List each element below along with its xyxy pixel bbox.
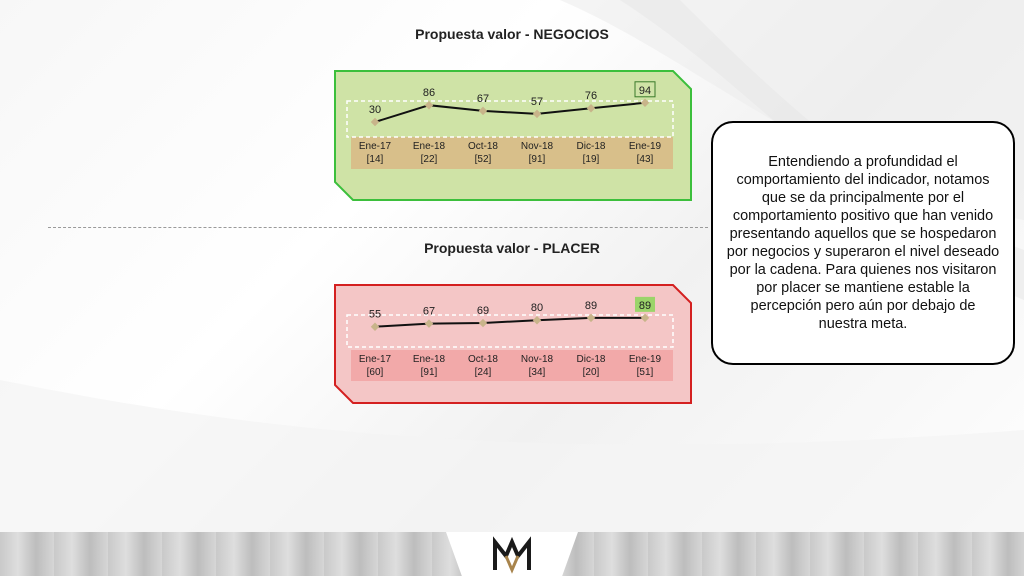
callout-text: Entendiendo a profundidad el comportamiento del indicador, notamos que se da principalmente por el comportamiento positivo que han venido presentando aquellos que se hospedaron por negocios y superaron el nivel deseado por la cadena. Para quienes nos visitaron por placer se mantiene estable la percepción pero aún por debajo de nuestra meta. <box>726 154 1000 332</box>
chart-title-placer: Propuesta valor - PLACER <box>424 240 600 256</box>
analysis-callout <box>711 121 1015 365</box>
category-label: Oct-18 <box>467 141 499 152</box>
category-label: Dic-18 <box>576 354 606 365</box>
data-label: 89 <box>584 299 598 312</box>
sample-count-label: [19] <box>582 154 600 165</box>
category-label: Ene-18 <box>412 141 446 152</box>
data-label: 57 <box>530 95 544 108</box>
category-label: Ene-18 <box>412 354 446 365</box>
category-label: Dic-18 <box>576 141 606 152</box>
data-label: 94 <box>638 84 652 97</box>
category-label: Nov-18 <box>520 354 554 365</box>
sample-count-label: [14] <box>366 154 384 165</box>
data-label: 76 <box>584 90 598 103</box>
data-label: 80 <box>530 302 544 315</box>
sample-count-label: [24] <box>474 367 492 378</box>
category-band <box>351 350 673 381</box>
chart-panel-placer <box>333 283 693 405</box>
data-label: 55 <box>368 308 382 321</box>
data-label: 89 <box>638 299 652 312</box>
sample-count-label: [51] <box>636 367 654 378</box>
section-divider <box>48 227 708 228</box>
chart-panel-negocios <box>333 69 693 202</box>
data-label: 69 <box>476 305 490 318</box>
sample-count-label: [34] <box>528 367 546 378</box>
sample-count-label: [60] <box>366 367 384 378</box>
data-label: 67 <box>422 305 436 318</box>
chart-title-negocios: Propuesta valor - NEGOCIOS <box>415 26 609 42</box>
category-label: Oct-18 <box>467 354 499 365</box>
data-label: 30 <box>368 104 382 116</box>
category-label: Ene-17 <box>358 141 392 152</box>
data-label: 67 <box>476 92 490 105</box>
category-label: Ene-19 <box>628 354 662 365</box>
data-label: 86 <box>422 87 436 100</box>
category-label: Ene-19 <box>628 141 662 152</box>
line-chart-negocios <box>333 69 693 202</box>
sample-count-label: [91] <box>420 367 438 378</box>
category-band <box>351 137 673 169</box>
category-label: Nov-18 <box>520 141 554 152</box>
sample-count-label: [20] <box>582 367 600 378</box>
sample-count-label: [52] <box>474 154 492 165</box>
line-chart-placer <box>333 283 693 405</box>
panel-frame <box>335 71 691 200</box>
brand-logo-icon <box>492 536 532 574</box>
sample-count-label: [43] <box>636 154 654 165</box>
category-label: Ene-17 <box>358 354 392 365</box>
sample-count-label: [91] <box>528 154 546 165</box>
sample-count-label: [22] <box>420 154 438 165</box>
